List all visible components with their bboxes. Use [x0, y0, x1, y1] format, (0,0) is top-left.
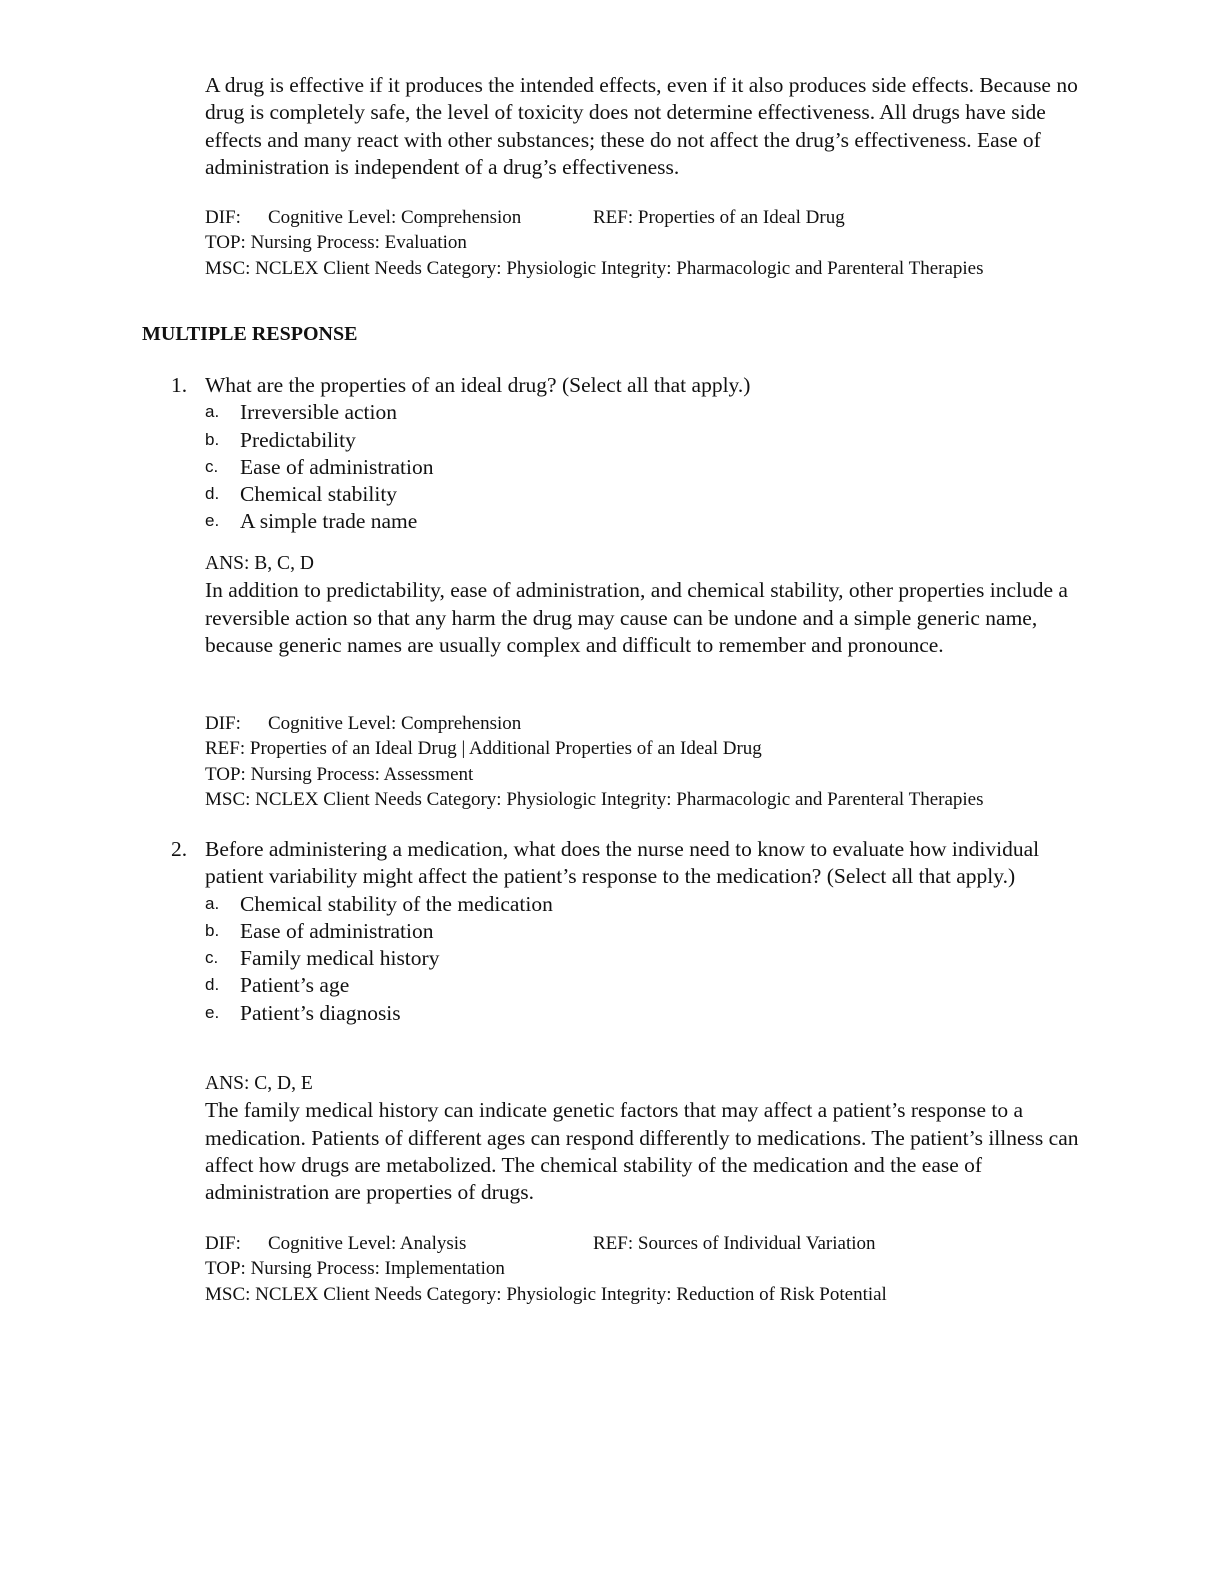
- dif-value: Cognitive Level: Comprehension: [268, 713, 522, 734]
- ref-row: REF: Properties of an Ideal Drug | Additional Properties of an Ideal Drug: [205, 738, 762, 760]
- intro-metadata: [205, 205, 1125, 281]
- option-letter: c.: [205, 456, 219, 476]
- option-text: Predictability: [240, 427, 356, 452]
- option-text: Ease of administration: [240, 918, 434, 943]
- question-stem: [140, 836, 1100, 891]
- dif-value: Cognitive Level: Comprehension: [268, 207, 522, 228]
- intro-dif-row: [205, 205, 1125, 230]
- question-text: What are the properties of an ideal drug? (Select all that apply.): [205, 373, 751, 397]
- section-heading: MULTIPLE RESPONSE: [142, 323, 358, 345]
- option-letter: e.: [205, 511, 220, 531]
- option-text: Ease of administration: [240, 454, 434, 479]
- option-text: Chemical stability: [240, 482, 398, 507]
- option-e: [140, 508, 1110, 535]
- option-e: [140, 1000, 1110, 1027]
- option-a: [140, 399, 1110, 426]
- answer-block-2: [205, 1070, 1105, 1206]
- option-text: Chemical stability of the medication: [240, 891, 553, 916]
- option-c: [140, 454, 1110, 481]
- dif-row: [205, 1231, 1125, 1256]
- answer-key: ANS: C, D, E: [205, 1073, 313, 1094]
- ref-value: REF: Sources of Individual Variation: [593, 1233, 876, 1254]
- option-letter: d.: [205, 975, 220, 995]
- top-row: TOP: Nursing Process: Assessment: [205, 763, 474, 785]
- question-2-metadata: [205, 1231, 1125, 1307]
- answer-key: ANS: B, C, D: [205, 553, 314, 574]
- answer-rationale: In addition to predictability, ease of administration, and chemical stability, other properties include a reversible action so that any harm the drug may cause can be undone and a simple generic name, because generic names are usually complex and difficult to remember and pronounce.: [205, 578, 1068, 657]
- top-row: TOP: Nursing Process: Implementation: [205, 1258, 505, 1280]
- option-letter: a.: [205, 402, 220, 422]
- option-text: A simple trade name: [240, 509, 418, 534]
- question-2: [140, 836, 1110, 1027]
- option-d: [140, 481, 1110, 508]
- option-text: Family medical history: [240, 946, 440, 971]
- answer-rationale: The family medical history can indicate genetic factors that may affect a patient’s response to a medication. Patients of different ages can respond differently to medications. The patient’s illness can affect how drugs are metabolized. The chemical stability of the medication and the ease of administration are properties of drugs.: [205, 1098, 1079, 1205]
- question-number: 1.: [171, 373, 188, 397]
- question-stem: [140, 372, 1110, 399]
- dif-label: DIF:: [205, 713, 241, 734]
- option-text: Patient’s diagnosis: [240, 1000, 401, 1025]
- dif-value: Cognitive Level: Analysis: [268, 1233, 467, 1254]
- option-d: [140, 972, 1110, 999]
- intro-top-row: TOP: Nursing Process: Evaluation: [205, 232, 467, 254]
- option-a: [140, 891, 1110, 918]
- intro-msc-row: MSC: NCLEX Client Needs Category: Physiologic Integrity: Pharmacologic and Parenteral Therapies: [205, 257, 984, 279]
- option-c: [140, 945, 1110, 972]
- option-text: Patient’s age: [240, 973, 350, 998]
- dif-row: [205, 711, 1125, 736]
- question-1-metadata: [205, 711, 1125, 812]
- intro-rationale: A drug is effective if it produces the intended effects, even if it also produces side effects. Because no drug is completely safe, the level of toxicity does not determine effectiveness. All drugs have side effects and many react with other substances; these do not affect the drug’s effectiveness. Ease of administration is independent of a drug’s effectiveness.: [205, 73, 1078, 179]
- option-letter: b.: [205, 920, 220, 940]
- option-letter: b.: [205, 429, 220, 449]
- dif-label: DIF:: [205, 207, 241, 228]
- option-letter: a.: [205, 893, 220, 913]
- question-1: [140, 372, 1110, 536]
- msc-row: MSC: NCLEX Client Needs Category: Physiologic Integrity: Reduction of Risk Potential: [205, 1283, 887, 1305]
- answer-block-1: [205, 550, 1105, 659]
- question-number: 2.: [171, 837, 188, 861]
- option-list: [140, 891, 1110, 1027]
- option-letter: c.: [205, 948, 219, 968]
- msc-row: MSC: NCLEX Client Needs Category: Physiologic Integrity: Pharmacologic and Parenteral Therapies: [205, 788, 984, 810]
- option-list: [140, 399, 1110, 535]
- option-b: [140, 427, 1110, 454]
- option-letter: d.: [205, 484, 220, 504]
- option-b: [140, 918, 1110, 945]
- dif-label: DIF:: [205, 1233, 241, 1254]
- option-letter: e.: [205, 1002, 220, 1022]
- question-text: Before administering a medication, what does the nurse need to know to evaluate how individual patient variability might affect the patient’s response to the medication? (Select all that apply.): [205, 837, 1040, 889]
- option-text: Irreversible action: [240, 400, 397, 425]
- ref-value: REF: Properties of an Ideal Drug: [593, 207, 845, 228]
